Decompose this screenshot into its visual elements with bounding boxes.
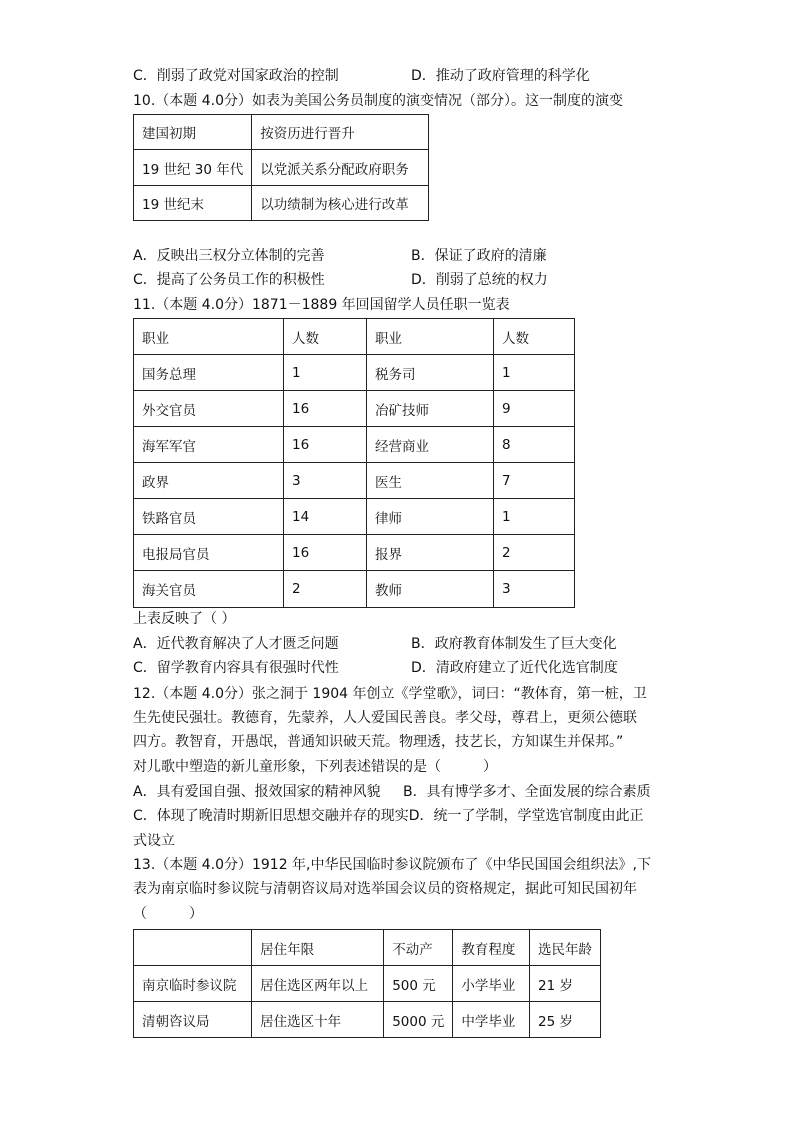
- q13-stem-line-3: （ ）: [133, 906, 203, 922]
- q12-stem-line-3: 四方。教智育，开愚氓，普通知识破天荒。物理透，技艺长，方知谋生并保邦。”: [133, 734, 624, 750]
- q11-option-a: A．近代教育解决了人才匮乏问题: [133, 636, 339, 652]
- table-cell: 医生: [367, 463, 494, 499]
- table-cell: 以功绩制为核心进行改革: [252, 186, 429, 221]
- table-cell: 小学毕业: [453, 966, 530, 1002]
- table-cell: 21 岁: [530, 966, 601, 1002]
- table-cell: 19 世纪 30 年代: [134, 150, 252, 186]
- q13-table: [133, 929, 601, 1038]
- table-cell: 8: [494, 427, 575, 463]
- table-cell: 3: [284, 463, 367, 499]
- q10-option-d: D．削弱了总统的权力: [411, 272, 548, 288]
- table-cell: 选民年龄: [530, 930, 601, 966]
- table-cell: 3: [494, 571, 575, 608]
- q11-after-table: 上表反映了（ ）: [133, 611, 236, 627]
- q12-option-c-d: C．体现了晚清时期新旧思想交融并存的现实D．统一了学制，学堂选官制度由此正: [133, 808, 644, 824]
- table-cell: 海军军官: [134, 427, 284, 463]
- table-cell: 铁路官员: [134, 499, 284, 535]
- q11-option-b: B．政府教育体制发生了巨大变化: [411, 636, 617, 652]
- table-cell: 19 世纪末: [134, 186, 252, 221]
- q10-table: [133, 114, 429, 221]
- table-cell: 职业: [134, 319, 284, 355]
- q10-option-b: B．保证了政府的清廉: [411, 248, 547, 264]
- table-cell: 2: [284, 571, 367, 608]
- table-cell: [134, 930, 252, 966]
- table-cell: 以党派关系分配政府职务: [252, 150, 429, 186]
- q9-option-d: D．推动了政府管理的科学化: [411, 68, 590, 84]
- table-cell: 5000 元: [384, 1002, 453, 1038]
- table-cell: 政界: [134, 463, 284, 499]
- q11-table: [133, 318, 575, 608]
- table-cell: 1: [494, 355, 575, 391]
- table-cell: 人数: [494, 319, 575, 355]
- table-cell: 14: [284, 499, 367, 535]
- table-cell: 居住选区十年: [252, 1002, 384, 1038]
- q12-option-a: A．具有爱国自强、报效国家的精神风貌: [133, 784, 381, 800]
- table-cell: 25 岁: [530, 1002, 601, 1038]
- table-cell: 税务司: [367, 355, 494, 391]
- table-cell: 16: [284, 427, 367, 463]
- table-cell: 2: [494, 535, 575, 571]
- q12-stem-line-4: 对儿歌中塑造的新儿童形象，下列表述错误的是（ ）: [133, 759, 497, 775]
- q10-option-a: A．反映出三权分立体制的完善: [133, 248, 325, 264]
- table-cell: 人数: [284, 319, 367, 355]
- table-cell: 清朝咨议局: [134, 1002, 252, 1038]
- table-cell: 7: [494, 463, 575, 499]
- table-cell: 外交官员: [134, 391, 284, 427]
- q11-stem: 11.（本题 4.0分）1871－1889 年回国留学人员任职一览表: [133, 297, 510, 313]
- q9-option-c: C．削弱了政党对国家政治的控制: [133, 68, 339, 84]
- table-cell: 律师: [367, 499, 494, 535]
- table-cell: 海关官员: [134, 571, 284, 608]
- table-cell: 中学毕业: [453, 1002, 530, 1038]
- q10-stem: 10.（本题 4.0分）如表为美国公务员制度的演变情况（部分）。这一制度的演变: [133, 93, 623, 109]
- table-cell: 1: [284, 355, 367, 391]
- table-cell: 国务总理: [134, 355, 284, 391]
- table-cell: 冶矿技师: [367, 391, 494, 427]
- table-cell: 不动产: [384, 930, 453, 966]
- q12-stem-line-1: 12.（本题 4.0分）张之洞于 1904 年创立《学堂歌》，词曰：“教体育，第一桩，卫: [133, 686, 647, 702]
- q12-option-b: B．具有博学多才、全面发展的综合素质: [403, 784, 651, 800]
- table-cell: 报界: [367, 535, 494, 571]
- table-cell: 经营商业: [367, 427, 494, 463]
- table-cell: 居住年限: [252, 930, 384, 966]
- table-cell: 建国初期: [134, 115, 252, 150]
- table-cell: 16: [284, 535, 367, 571]
- q10-option-c: C．提高了公务员工作的积极性: [133, 272, 325, 288]
- q11-option-d: D．清政府建立了近代化选官制度: [411, 660, 618, 676]
- q13-stem-line-2: 表为南京临时参议院与清朝咨议局对选举国会议员的资格规定，据此可知民国初年: [133, 881, 637, 897]
- table-cell: 16: [284, 391, 367, 427]
- table-cell: 职业: [367, 319, 494, 355]
- table-cell: 居住选区两年以上: [252, 966, 384, 1002]
- table-cell: 南京临时参议院: [134, 966, 252, 1002]
- q12-stem-line-2: 生先使民强壮。教德育，先蒙养，人人爱国民善良。孝父母，尊君上，更须公德联: [133, 710, 637, 726]
- table-cell: 教育程度: [453, 930, 530, 966]
- table-cell: 电报局官员: [134, 535, 284, 571]
- table-cell: 9: [494, 391, 575, 427]
- q12-option-d-tail: 式设立: [133, 833, 175, 849]
- table-cell: 按资历进行晋升: [252, 115, 429, 150]
- table-cell: 500 元: [384, 966, 453, 1002]
- q13-stem-line-1: 13.（本题 4.0分）1912 年,中华民国临时参议院颁布了《中华民国国会组织法》,下: [133, 857, 651, 873]
- table-cell: 1: [494, 499, 575, 535]
- table-cell: 教师: [367, 571, 494, 608]
- q11-option-c: C．留学教育内容具有很强时代性: [133, 660, 339, 676]
